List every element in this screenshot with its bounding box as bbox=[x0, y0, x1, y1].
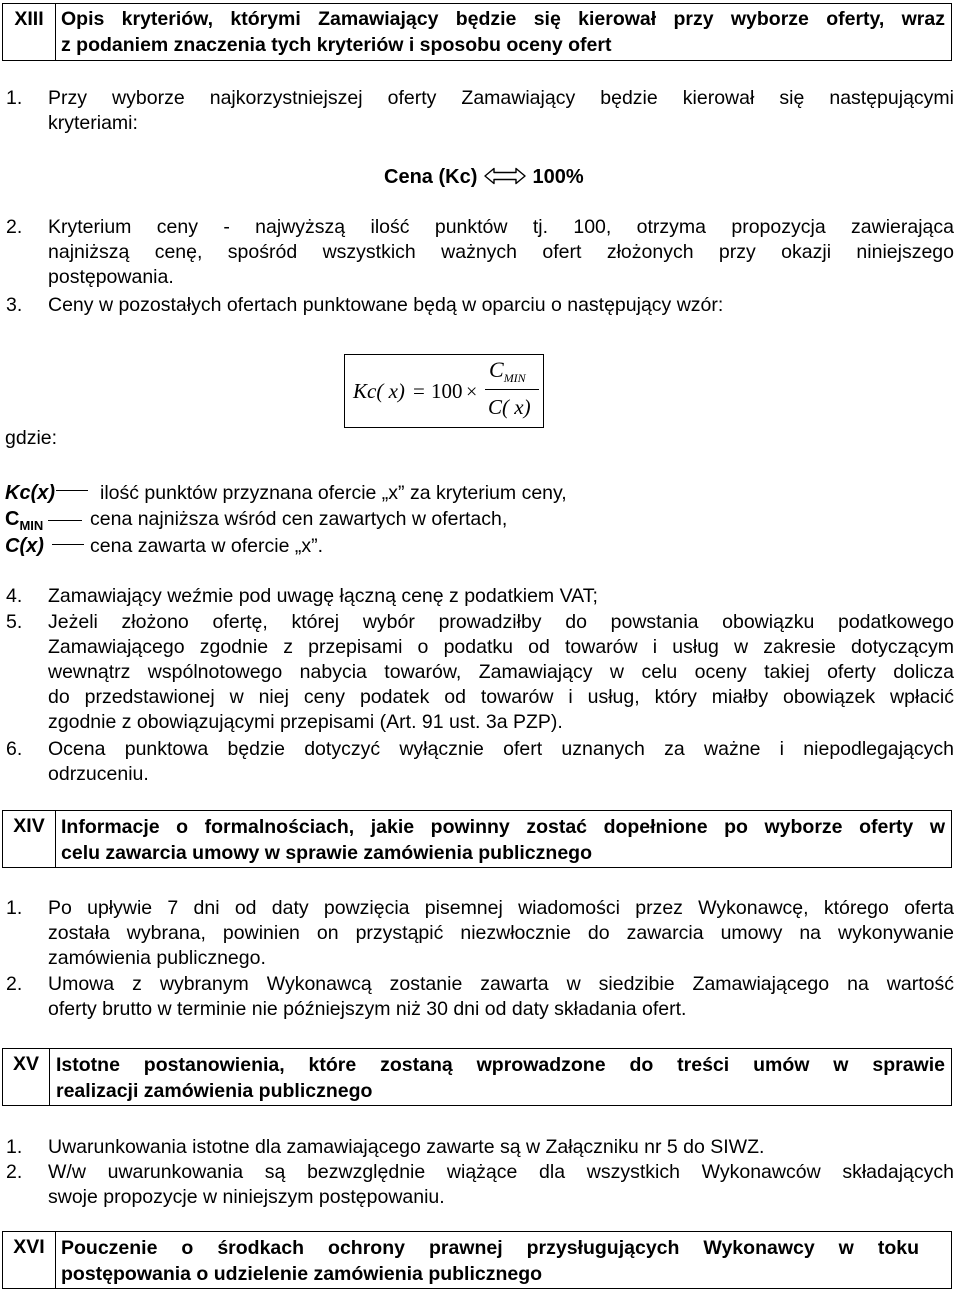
def-dash bbox=[52, 544, 84, 545]
list-number: 2. bbox=[6, 973, 23, 995]
def-term-sub: MIN bbox=[19, 518, 44, 533]
paragraph-line: postępowania. bbox=[48, 266, 174, 288]
paragraph-line: do przedstawionej w niej ceny podatek od towarów i usług, który miałby obowiązek wpłacić bbox=[48, 686, 954, 708]
list-number: 2. bbox=[6, 216, 23, 238]
section-title-line: z podaniem znaczenia tych kryteriów i sposobu oceny ofert bbox=[61, 34, 612, 56]
def-term-cx: C(x) bbox=[5, 535, 44, 557]
def-description: cena najniższa wśród cen zawartych w ofertach, bbox=[90, 508, 508, 530]
list-number: 2. bbox=[6, 1161, 23, 1183]
paragraph-line: Umowa z wybranym Wykonawcą zostanie zawarta w siedzibie Zamawiającego na wartość bbox=[48, 973, 954, 995]
paragraph-line: Kryterium ceny - najwyższą ilość punktów tj. 100, otrzyma propozycja zawierająca bbox=[48, 216, 954, 238]
section-header-xvi bbox=[2, 1231, 952, 1289]
list-number: 1. bbox=[6, 87, 23, 109]
formula-kc: Kc bbox=[353, 379, 377, 403]
formula-lhs-arg: ( x) bbox=[376, 379, 405, 403]
def-dash bbox=[56, 490, 88, 491]
section-title-line: Pouczenie o środkach ochrony prawnej przysługujących Wykonawcy w toku bbox=[61, 1237, 919, 1259]
formula-lhs bbox=[353, 379, 405, 403]
section-title-line: Opis kryteriów, którymi Zamawiający będzie się kierował przy wyborze oferty, wraz bbox=[61, 8, 945, 30]
section-header-xiii bbox=[2, 3, 952, 61]
formula-box bbox=[344, 354, 544, 428]
def-description: cena zawarta w ofercie „x”. bbox=[90, 535, 324, 557]
paragraph-line: odrzuceniu. bbox=[48, 763, 149, 785]
paragraph-line: najniższą cenę, spośród wszystkich ważnych ofert złożonych przy okazji niniejszego bbox=[48, 241, 954, 263]
paragraph-line: zgodnie z obowiązującymi przepisami (Art. 91 ust. 3a PZP). bbox=[48, 711, 563, 733]
list-number: 4. bbox=[6, 585, 23, 607]
paragraph-line: Zamawiającego zgodnie z przepisami o podatku od towarów i usług w zakresie dotyczącym bbox=[48, 636, 954, 658]
formula-constant: 100 bbox=[431, 379, 463, 403]
section-number: XV bbox=[3, 1049, 50, 1105]
formula-num-c: C bbox=[489, 357, 504, 382]
section-title bbox=[61, 814, 945, 866]
paragraph-line: kryteriami: bbox=[48, 112, 138, 134]
section-header-xv bbox=[2, 1048, 952, 1106]
paragraph-line: Po upływie 7 dni od daty powzięcia pisemnej wiadomości przez Wykonawcę, którego oferta bbox=[48, 897, 954, 919]
formula-equals: = bbox=[413, 379, 425, 403]
section-title bbox=[61, 6, 945, 58]
def-description: ilość punktów przyznana ofercie „x” za kryterium ceny, bbox=[100, 482, 567, 504]
section-title-line: celu zawarcia umowy w sprawie zamówienia publicznego bbox=[61, 842, 592, 864]
formula-numerator bbox=[489, 358, 526, 390]
list-number: 3. bbox=[6, 294, 23, 316]
paragraph-line: Uwarunkowania istotne dla zamawiającego zawarte są w Załączniku nr 5 do SIWZ. bbox=[48, 1136, 765, 1158]
formula-num-sub: MIN bbox=[503, 371, 526, 385]
formula-denominator: C( x) bbox=[488, 395, 531, 419]
criterion-name: Cena (Kc) bbox=[384, 166, 478, 188]
double-arrow-icon bbox=[484, 167, 526, 185]
section-title-line: postępowania o udzielenie zamówienia publicznego bbox=[61, 1263, 543, 1285]
paragraph-line: Przy wyborze najkorzystniejszej oferty Zamawiający będzie kierował się następującymi bbox=[48, 87, 954, 109]
section-number: XIII bbox=[3, 4, 56, 60]
paragraph-line: Ceny w pozostałych ofertach punktowane będą w oparciu o następujący wzór: bbox=[48, 294, 724, 316]
section-header-xiv bbox=[2, 810, 952, 868]
def-term-c: C bbox=[5, 508, 20, 530]
paragraph-line: oferty brutto w terminie nie późniejszym niż 30 dni od daty składania ofert. bbox=[48, 998, 687, 1020]
section-number: XVI bbox=[3, 1232, 56, 1288]
paragraph-line: Zamawiający weźmie pod uwagę łączną cenę z podatkiem VAT; bbox=[48, 585, 598, 607]
fraction-bar bbox=[485, 389, 539, 390]
criterion-value: 100% bbox=[532, 166, 584, 188]
paragraph-line: W/w uwarunkowania są bezwzględnie wiążące dla wszystkich Wykonawców składających bbox=[48, 1161, 954, 1183]
paragraph-line: swoje propozycje w niniejszym postępowaniu. bbox=[48, 1186, 445, 1208]
paragraph-line: wewnątrz wspólnotowego nabycia towarów, Zamawiający w celu oceny takiej oferty dolicza bbox=[48, 661, 954, 683]
list-number: 1. bbox=[6, 1136, 23, 1158]
section-title bbox=[56, 1052, 945, 1104]
criterion-line bbox=[384, 164, 584, 190]
section-title-line: Informacje o formalnościach, jakie powinny zostać dopełnione po wyborze oferty w bbox=[61, 816, 945, 838]
section-title-line: realizacji zamówienia publicznego bbox=[56, 1080, 373, 1102]
paragraph-line: została wybrana, powinien on przystąpić niezwłocznie do zawarcia umowy na wykonywanie bbox=[48, 922, 954, 944]
section-number: XIV bbox=[3, 811, 56, 867]
gdzie-label: gdzie: bbox=[5, 427, 58, 449]
paragraph-line: Ocena punktowa będzie dotyczyć wyłącznie ofert uznanych za ważne i niepodlegających bbox=[48, 738, 954, 760]
def-dash bbox=[48, 520, 82, 521]
list-number: 1. bbox=[6, 897, 23, 919]
list-number: 5. bbox=[6, 611, 23, 633]
paragraph-line: Jeżeli złożono ofertę, której wybór prowadziłby do powstania obowiązku podatkowego bbox=[48, 611, 954, 633]
list-number: 6. bbox=[6, 738, 23, 760]
section-title-line: Istotne postanowienia, które zostaną wprowadzone do treści umów w sprawie bbox=[56, 1054, 945, 1076]
section-title bbox=[61, 1235, 919, 1287]
paragraph-line: zamówienia publicznego. bbox=[48, 947, 266, 969]
formula-times: × bbox=[466, 381, 478, 403]
def-term-kcx: Kc(x) bbox=[5, 482, 56, 504]
